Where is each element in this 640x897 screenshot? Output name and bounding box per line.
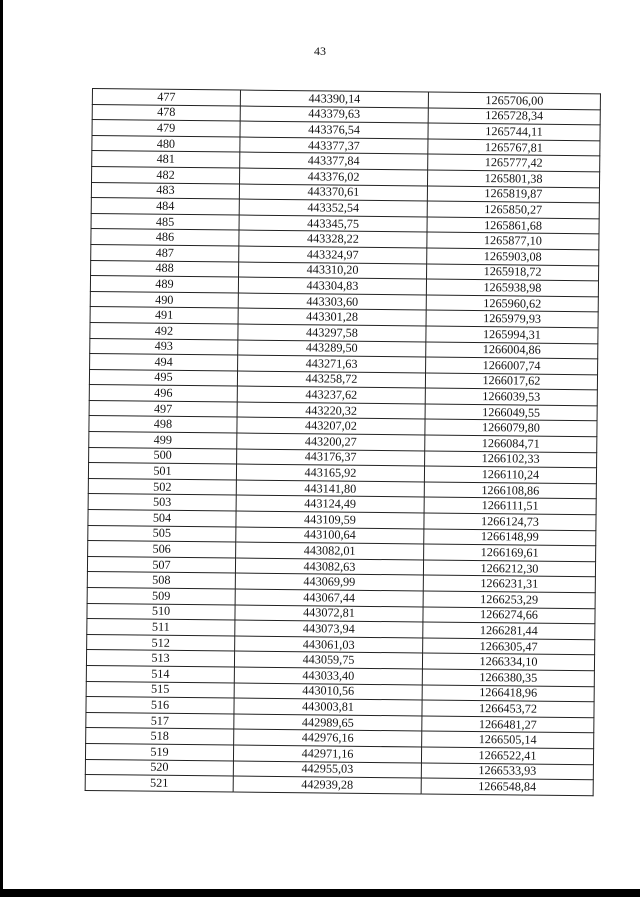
y-coordinate-cell: 1266108,86 — [424, 482, 596, 499]
y-coordinate-cell: 1266148,99 — [424, 529, 596, 546]
x-coordinate-cell: 443376,02 — [240, 168, 428, 186]
x-coordinate-cell: 443220,32 — [237, 402, 425, 420]
x-coordinate-cell: 443345,75 — [239, 215, 427, 233]
y-coordinate-cell: 1266007,74 — [426, 357, 598, 374]
point-number-cell: 487 — [91, 244, 239, 261]
y-coordinate-cell: 1265979,93 — [426, 310, 598, 327]
point-number-cell: 520 — [85, 759, 233, 776]
y-coordinate-cell: 1266481,27 — [422, 716, 594, 733]
x-coordinate-cell: 443082,63 — [235, 558, 423, 576]
y-coordinate-cell: 1266049,55 — [425, 404, 597, 421]
point-number-cell: 507 — [87, 556, 235, 573]
y-coordinate-cell: 1266110,24 — [424, 466, 596, 483]
x-coordinate-cell: 443059,75 — [234, 651, 422, 669]
x-coordinate-cell: 443124,49 — [236, 495, 424, 513]
x-coordinate-cell: 443061,03 — [235, 636, 423, 654]
point-number-cell: 485 — [91, 213, 239, 230]
x-coordinate-cell: 443352,54 — [239, 199, 427, 217]
x-coordinate-cell: 443176,37 — [237, 449, 425, 467]
point-number-cell: 490 — [90, 291, 238, 308]
y-coordinate-cell: 1266079,80 — [425, 419, 597, 436]
x-coordinate-cell: 443328,22 — [239, 230, 427, 248]
y-coordinate-cell: 1266102,33 — [425, 451, 597, 468]
y-coordinate-cell: 1265918,72 — [427, 264, 599, 281]
y-coordinate-cell: 1266169,61 — [424, 544, 596, 561]
y-coordinate-cell: 1265728,34 — [428, 108, 600, 125]
point-number-cell: 501 — [88, 463, 236, 480]
x-coordinate-cell: 442939,28 — [233, 776, 421, 794]
y-coordinate-cell: 1266274,66 — [423, 607, 595, 624]
scan-edge-left — [0, 0, 3, 897]
x-coordinate-cell: 443390,14 — [240, 90, 428, 108]
y-coordinate-cell: 1266039,53 — [425, 388, 597, 405]
x-coordinate-cell: 443165,92 — [236, 464, 424, 482]
point-number-cell: 484 — [91, 198, 239, 215]
y-coordinate-cell: 1266231,31 — [423, 575, 595, 592]
x-coordinate-cell: 443200,27 — [237, 433, 425, 451]
y-coordinate-cell: 1266111,51 — [424, 497, 596, 514]
point-number-cell: 493 — [90, 338, 238, 355]
y-coordinate-cell: 1266305,47 — [423, 638, 595, 655]
point-number-cell: 504 — [88, 510, 236, 527]
point-number-cell: 478 — [92, 104, 240, 121]
y-coordinate-cell: 1265777,42 — [428, 154, 600, 171]
x-coordinate-cell: 443297,58 — [238, 324, 426, 342]
point-number-cell: 510 — [87, 603, 235, 620]
y-coordinate-cell: 1266004,86 — [426, 342, 598, 359]
point-number-cell: 508 — [87, 572, 235, 589]
y-coordinate-cell: 1266418,96 — [422, 685, 594, 702]
point-number-cell: 518 — [86, 728, 234, 745]
y-coordinate-cell: 1265960,62 — [426, 295, 598, 312]
x-coordinate-cell: 443324,97 — [239, 246, 427, 264]
x-coordinate-cell: 443370,61 — [239, 184, 427, 202]
y-coordinate-cell: 1266522,41 — [421, 747, 593, 764]
x-coordinate-cell: 443003,81 — [234, 698, 422, 716]
point-number-cell: 481 — [92, 151, 240, 168]
x-coordinate-cell: 442989,65 — [234, 714, 422, 732]
y-coordinate-cell: 1266533,93 — [421, 763, 593, 780]
point-number-cell: 492 — [90, 322, 238, 339]
point-number-cell: 486 — [91, 229, 239, 246]
x-coordinate-cell: 443289,50 — [238, 340, 426, 358]
point-number-cell: 494 — [90, 354, 238, 371]
x-coordinate-cell: 443377,37 — [240, 137, 428, 155]
y-coordinate-cell: 1266281,44 — [423, 622, 595, 639]
point-number-cell: 479 — [92, 120, 240, 137]
y-coordinate-cell: 1266453,72 — [422, 700, 594, 717]
y-coordinate-cell: 1265850,27 — [427, 201, 599, 218]
x-coordinate-cell: 443301,28 — [238, 308, 426, 326]
point-number-cell: 496 — [89, 385, 237, 402]
y-coordinate-cell: 1266505,14 — [422, 731, 594, 748]
x-coordinate-cell: 443072,81 — [235, 605, 423, 623]
x-coordinate-cell: 443100,64 — [236, 527, 424, 545]
y-coordinate-cell: 1266380,35 — [422, 669, 594, 686]
y-coordinate-cell: 1266548,84 — [421, 778, 593, 795]
x-coordinate-cell: 443310,20 — [239, 262, 427, 280]
point-number-cell: 519 — [85, 743, 233, 760]
point-number-cell: 500 — [89, 447, 237, 464]
y-coordinate-cell: 1266212,30 — [423, 560, 595, 577]
point-number-cell: 514 — [86, 665, 234, 682]
y-coordinate-cell: 1265706,00 — [428, 92, 600, 109]
point-number-cell: 505 — [88, 525, 236, 542]
y-coordinate-cell: 1266253,29 — [423, 591, 595, 608]
x-coordinate-cell: 443067,44 — [235, 589, 423, 607]
coordinates-table-body — [85, 89, 600, 796]
x-coordinate-cell: 443033,40 — [234, 667, 422, 685]
page-number: 43 — [314, 44, 326, 58]
point-number-cell: 512 — [87, 634, 235, 651]
x-coordinate-cell: 443141,80 — [236, 480, 424, 498]
x-coordinate-cell: 443304,83 — [238, 277, 426, 295]
point-number-cell: 511 — [87, 619, 235, 636]
x-coordinate-cell: 443069,99 — [235, 573, 423, 591]
x-coordinate-cell: 443082,01 — [236, 542, 424, 560]
y-coordinate-cell: 1265744,11 — [428, 123, 600, 140]
y-coordinate-cell: 1265861,68 — [427, 217, 599, 234]
x-coordinate-cell: 443258,72 — [237, 371, 425, 389]
x-coordinate-cell: 443237,62 — [237, 386, 425, 404]
x-coordinate-cell: 443379,63 — [240, 106, 428, 124]
x-coordinate-cell: 443271,63 — [238, 355, 426, 373]
y-coordinate-cell: 1265801,38 — [427, 170, 599, 187]
point-number-cell: 506 — [88, 541, 236, 558]
point-number-cell: 477 — [92, 89, 240, 106]
y-coordinate-cell: 1265767,81 — [428, 139, 600, 156]
x-coordinate-cell: 443377,84 — [240, 152, 428, 170]
y-coordinate-cell: 1265938,98 — [426, 279, 598, 296]
point-number-cell: 491 — [90, 307, 238, 324]
y-coordinate-cell: 1266017,62 — [425, 373, 597, 390]
point-number-cell: 515 — [86, 681, 234, 698]
y-coordinate-cell: 1265903,08 — [427, 248, 599, 265]
x-coordinate-cell: 442955,03 — [233, 761, 421, 779]
x-coordinate-cell: 443109,59 — [236, 511, 424, 529]
y-coordinate-cell: 1265994,31 — [426, 326, 598, 343]
coordinates-table — [85, 88, 601, 796]
x-coordinate-cell: 443303,60 — [238, 293, 426, 311]
point-number-cell: 513 — [86, 650, 234, 667]
point-number-cell: 499 — [89, 432, 237, 449]
point-number-cell: 503 — [88, 494, 236, 511]
point-number-cell: 482 — [92, 166, 240, 183]
y-coordinate-cell: 1265819,87 — [427, 186, 599, 203]
y-coordinate-cell: 1266084,71 — [425, 435, 597, 452]
point-number-cell: 480 — [92, 135, 240, 152]
point-number-cell: 483 — [91, 182, 239, 199]
point-number-cell: 521 — [85, 775, 233, 792]
x-coordinate-cell: 443073,94 — [235, 620, 423, 638]
y-coordinate-cell: 1266124,73 — [424, 513, 596, 530]
point-number-cell: 497 — [89, 400, 237, 417]
point-number-cell: 489 — [90, 276, 238, 293]
x-coordinate-cell: 443207,02 — [237, 418, 425, 436]
point-number-cell: 516 — [86, 697, 234, 714]
y-coordinate-cell: 1266334,10 — [422, 653, 594, 670]
point-number-cell: 509 — [87, 587, 235, 604]
x-coordinate-cell: 443010,56 — [234, 683, 422, 701]
point-number-cell: 495 — [89, 369, 237, 386]
point-number-cell: 517 — [86, 712, 234, 729]
y-coordinate-cell: 1265877,10 — [427, 232, 599, 249]
point-number-cell: 488 — [91, 260, 239, 277]
point-number-cell: 498 — [89, 416, 237, 433]
point-number-cell: 502 — [88, 478, 236, 495]
x-coordinate-cell: 442976,16 — [234, 729, 422, 747]
scan-edge-bottom — [0, 889, 640, 897]
x-coordinate-cell: 442971,16 — [233, 745, 421, 763]
x-coordinate-cell: 443376,54 — [240, 121, 428, 139]
